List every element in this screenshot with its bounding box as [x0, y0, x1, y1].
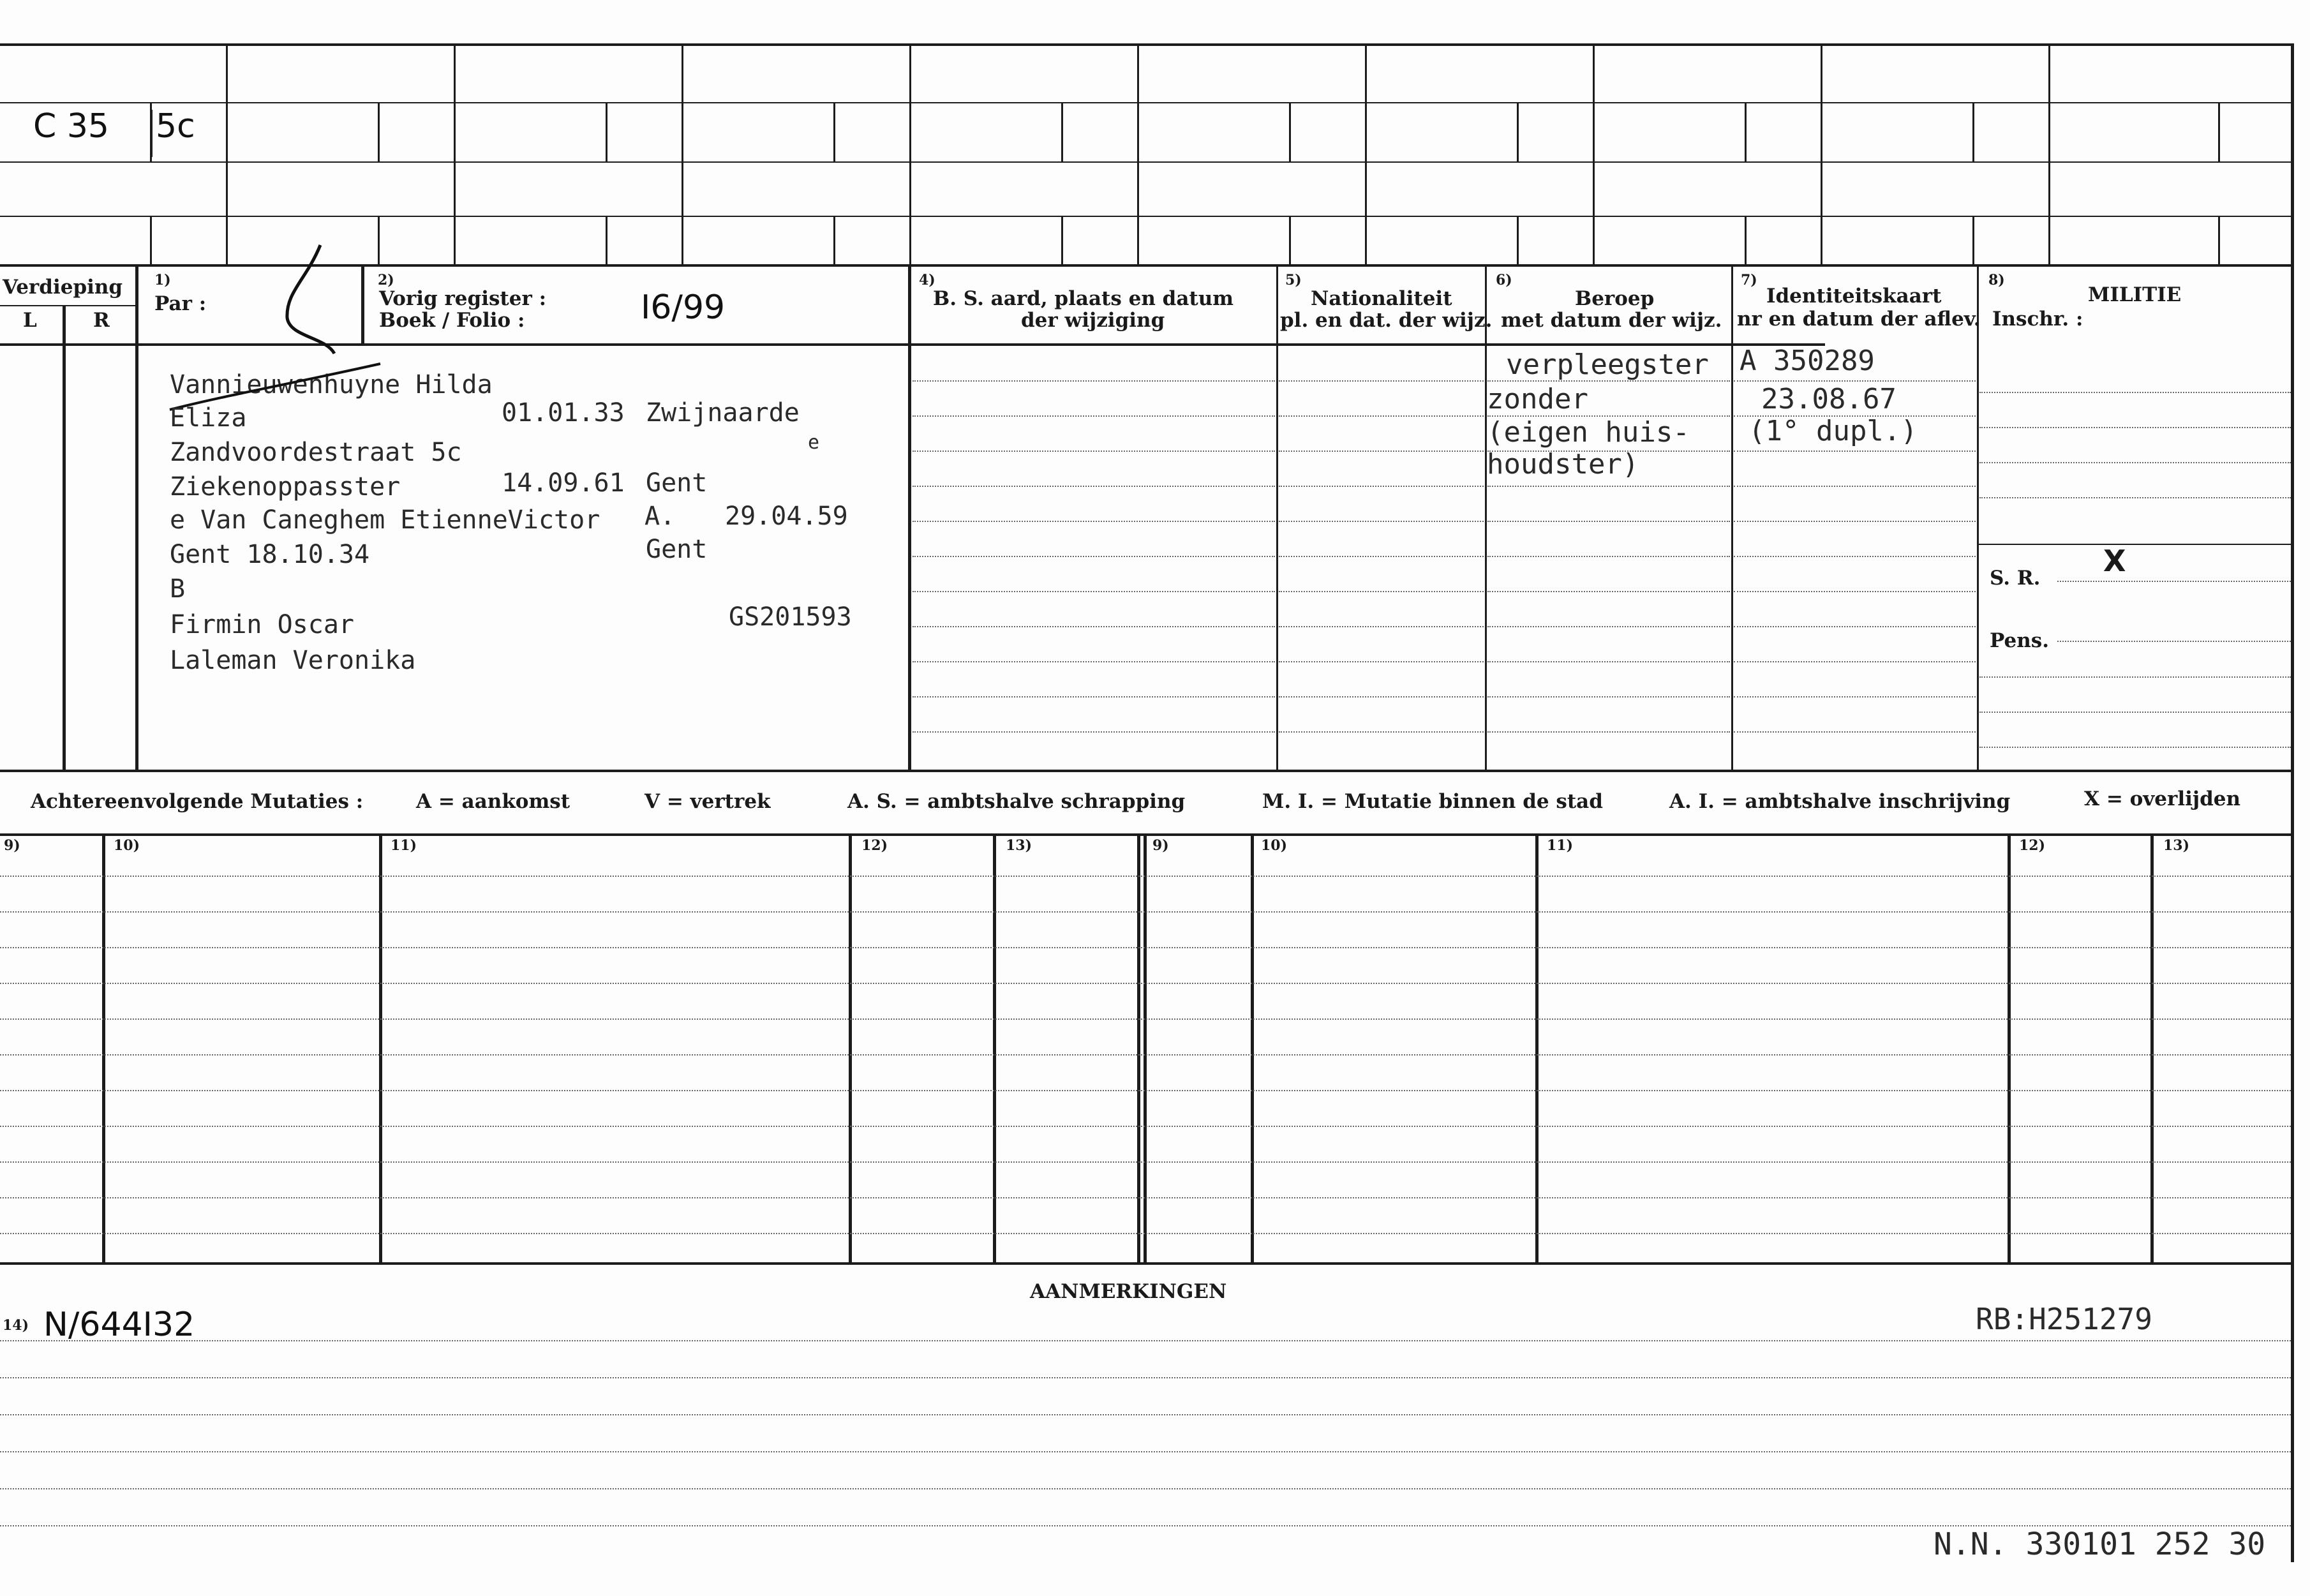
- legend-overlijden: X = overlijden: [2084, 787, 2241, 810]
- militie-sr-label: S. R.: [1990, 567, 2041, 590]
- id-number: 7): [1741, 272, 1757, 288]
- mut-col-11-a: 11): [391, 837, 417, 854]
- nat-label-1: Nationaliteit: [1311, 287, 1452, 310]
- vorig-register-value: I6/99: [641, 288, 726, 327]
- militie-number: 8): [1988, 272, 2005, 288]
- nat-label-2: pl. en dat. der wijz.: [1280, 309, 1493, 332]
- ruling-line: [1279, 626, 1484, 627]
- ruling-line: [913, 451, 1275, 452]
- ruling-line: [1279, 696, 1484, 697]
- militie-sr-mark: X: [2103, 544, 2126, 578]
- mut-col-10-a: 10): [114, 837, 140, 854]
- mut-col-12-b: 12): [2019, 837, 2046, 854]
- ruling-line: [913, 486, 1275, 487]
- boek-folio-label: Boek / Folio :: [379, 309, 525, 332]
- ruling-line: [0, 1377, 2291, 1378]
- person-father: Firmin Oscar: [170, 610, 354, 639]
- ruling-line: [0, 947, 2291, 948]
- ruling-line: [1734, 696, 1976, 697]
- mut-col-13-b: 13): [2163, 837, 2190, 854]
- mut-col-12-a: 12): [861, 837, 888, 854]
- person-occupation: Ziekenoppasster: [170, 472, 401, 502]
- ruling-line: [1487, 380, 1730, 382]
- mut-col-10-b: 10): [1261, 837, 1288, 854]
- ruling-line: [0, 1126, 2291, 1127]
- beroep-line-4: houdster): [1487, 448, 1639, 481]
- ruling-line: [1734, 451, 1976, 452]
- ruling-line: [1979, 676, 2291, 678]
- legend-aankomst: A = aankomst: [416, 790, 570, 813]
- ruling-line: [1487, 486, 1730, 487]
- ruling-line: [913, 626, 1275, 627]
- col-r-label: R: [93, 309, 110, 332]
- ruling-line: [1979, 747, 2291, 748]
- ruling-line: [1279, 731, 1484, 733]
- ruling-line: [2057, 641, 2291, 642]
- mutation-table-bottom: [0, 1262, 2293, 1265]
- mut-col-9-b: 9): [1152, 837, 1169, 854]
- ruling-line: [1279, 486, 1484, 487]
- ruling-line: [1979, 427, 2291, 428]
- ruling-line: [0, 1233, 2291, 1234]
- ruling-line: [1487, 415, 1730, 417]
- aanmerkingen-title: AANMERKINGEN: [1030, 1280, 1227, 1303]
- card-block-code: C 35: [33, 107, 110, 145]
- ruling-line: [1487, 591, 1730, 592]
- ruling-line: [1487, 521, 1730, 522]
- ruling-line: [1279, 380, 1484, 382]
- ruling-line: [0, 1525, 2291, 1526]
- bs-label-2: der wijziging: [1021, 309, 1165, 332]
- person-occupation-place: Gent: [646, 468, 708, 498]
- mutaties-title: Achtereenvolgende Mutaties :: [31, 790, 364, 813]
- person-spouse: e Van Caneghem EtienneVictor: [170, 505, 600, 535]
- col-divider-vorig: [361, 265, 364, 345]
- legend-schrapping: A. S. = ambtshalve schrapping: [847, 790, 1186, 813]
- ruling-line: [913, 556, 1275, 557]
- mutation-table-top: [0, 833, 2293, 836]
- person-marker-b: B: [170, 574, 186, 604]
- ruling-line: [1734, 591, 1976, 592]
- col-divider-beroep: [1485, 265, 1487, 772]
- person-code: GS201593: [729, 602, 852, 632]
- mut-col-13-a: 13): [1006, 837, 1032, 854]
- ruling-line: [913, 731, 1275, 733]
- ruling-line: [1734, 486, 1976, 487]
- col-l-label: L: [23, 309, 37, 332]
- ruling-line: [1734, 380, 1976, 382]
- ruling-line: [0, 1090, 2291, 1091]
- card-house-number: 5c: [156, 107, 195, 145]
- grid-line: [0, 216, 2292, 217]
- ruling-line: [1487, 731, 1730, 733]
- ruling-line: [0, 1018, 2291, 1020]
- rb-number: RB:H251279: [1976, 1302, 2152, 1336]
- col-divider-lr: [63, 306, 66, 772]
- ruling-line: [913, 591, 1275, 592]
- bs-number: 4): [919, 272, 935, 288]
- beroep-line-2: zonder: [1487, 383, 1588, 415]
- ruling-line: [1979, 462, 2291, 463]
- ruling-line: [1979, 497, 2291, 498]
- mut-col-9-a: 9): [4, 837, 20, 854]
- beroep-number: 6): [1496, 272, 1512, 288]
- legend-inschrijving: A. I. = ambtshalve inschrijving: [1669, 790, 2011, 813]
- top-border: [0, 43, 2293, 46]
- aanmerkingen-number: 14): [3, 1317, 29, 1334]
- person-surname-firstname: Vannieuwenhuyne Hilda: [170, 370, 493, 399]
- id-label-2: nr en datum der aflev.: [1737, 308, 1981, 331]
- ruling-line: [1279, 415, 1484, 417]
- grid-line: [0, 161, 2292, 163]
- ruling-line: [913, 696, 1275, 697]
- person-address-mark: e: [808, 431, 820, 454]
- militie-pens-label: Pens.: [1990, 629, 2049, 652]
- handwritten-scribble: [268, 241, 345, 369]
- ruling-line: [1979, 712, 2291, 713]
- aanmerkingen-value: N/644I32: [43, 1306, 195, 1344]
- ruling-line: [0, 1340, 2291, 1341]
- id-card-date: 23.08.67: [1761, 383, 1896, 415]
- ruling-line: [1734, 556, 1976, 557]
- person-birth-place: Zwijnaarde: [646, 398, 800, 428]
- ruling-line: [1734, 626, 1976, 627]
- right-border: [2291, 43, 2294, 1562]
- col-divider-id: [1731, 265, 1733, 772]
- beroep-line-1: verpleegster: [1506, 348, 1709, 381]
- id-card-duplicate: (1° dupl.): [1748, 415, 1918, 447]
- ruling-line: [0, 1488, 2291, 1489]
- grid-line: [0, 102, 2292, 103]
- nat-number: 5): [1285, 272, 1302, 288]
- ruling-line: [1279, 521, 1484, 522]
- ruling-line: [0, 983, 2291, 984]
- beroep-line-3: (eigen huis-: [1487, 416, 1690, 449]
- ruling-line: [0, 876, 2291, 877]
- national-number: N.N. 330101 252 30: [1934, 1526, 2266, 1562]
- ruling-line: [2057, 581, 2291, 582]
- ruling-line: [1734, 415, 1976, 417]
- ruling-line: [1734, 521, 1976, 522]
- person-spouse-date: 29.04.59: [725, 502, 848, 531]
- ruling-line: [0, 1054, 2291, 1055]
- ruling-line: [1279, 451, 1484, 452]
- ruling-line: [1734, 661, 1976, 662]
- legend-vertrek: V = vertrek: [645, 790, 771, 813]
- ruling-line: [1734, 731, 1976, 733]
- ruling-line: [913, 380, 1275, 382]
- militie-title: MILITIE: [2088, 283, 2182, 306]
- person-spouse-place: Gent: [646, 535, 708, 564]
- beroep-label-2: met datum der wijz.: [1501, 309, 1722, 332]
- person-birth-date: 01.01.33: [502, 398, 625, 428]
- ruling-line: [1487, 626, 1730, 627]
- col-divider-militie: [1977, 265, 1979, 772]
- bs-label-1: B. S. aard, plaats en datum: [933, 287, 1234, 310]
- legend-mutatie-stad: M. I. = Mutatie binnen de stad: [1262, 790, 1603, 813]
- mutaties-top-border: [0, 770, 2293, 772]
- col-divider-par: [135, 265, 138, 772]
- ruling-line: [1979, 392, 2291, 393]
- verdieping-label: Verdieping: [3, 276, 123, 299]
- militie-inschr-label: Inschr. :: [1992, 308, 2083, 331]
- ruling-line: [0, 1451, 2291, 1452]
- person-spouse-code: A.: [645, 502, 676, 531]
- person-spouse-birth: Gent 18.10.34: [170, 540, 370, 569]
- ruling-line: [0, 1414, 2291, 1415]
- par-number: 1): [154, 272, 171, 288]
- ruling-line: [0, 1161, 2291, 1163]
- ruling-line: [1279, 661, 1484, 662]
- mut-col-11-b: 11): [1547, 837, 1574, 854]
- person-mother: Laleman Veronika: [170, 646, 416, 675]
- ruling-line: [0, 911, 2291, 913]
- beroep-label-1: Beroep: [1575, 287, 1655, 310]
- id-card-number: A 350289: [1740, 345, 1875, 377]
- col-divider-nat: [1276, 265, 1278, 772]
- id-label-1: Identiteitskaart: [1766, 285, 1942, 308]
- ruling-line: [0, 1197, 2291, 1198]
- ruling-line: [913, 521, 1275, 522]
- par-label: Par :: [154, 292, 207, 315]
- person-address: Zandvoordestraat 5c: [170, 438, 462, 467]
- person-middle-name: Eliza: [170, 403, 247, 433]
- ruling-line: [1487, 661, 1730, 662]
- ruling-line: [1487, 556, 1730, 557]
- ruling-line: [913, 415, 1275, 417]
- ruling-line: [1487, 451, 1730, 452]
- col-divider-bs: [908, 265, 911, 772]
- ruling-line: [1279, 556, 1484, 557]
- ruling-line: [913, 661, 1275, 662]
- ruling-line: [1487, 696, 1730, 697]
- vorig-register-label: Vorig register :: [379, 287, 547, 310]
- person-occupation-date: 14.09.61: [502, 468, 625, 498]
- ruling-line: [1279, 591, 1484, 592]
- vorig-number: 2): [378, 272, 394, 288]
